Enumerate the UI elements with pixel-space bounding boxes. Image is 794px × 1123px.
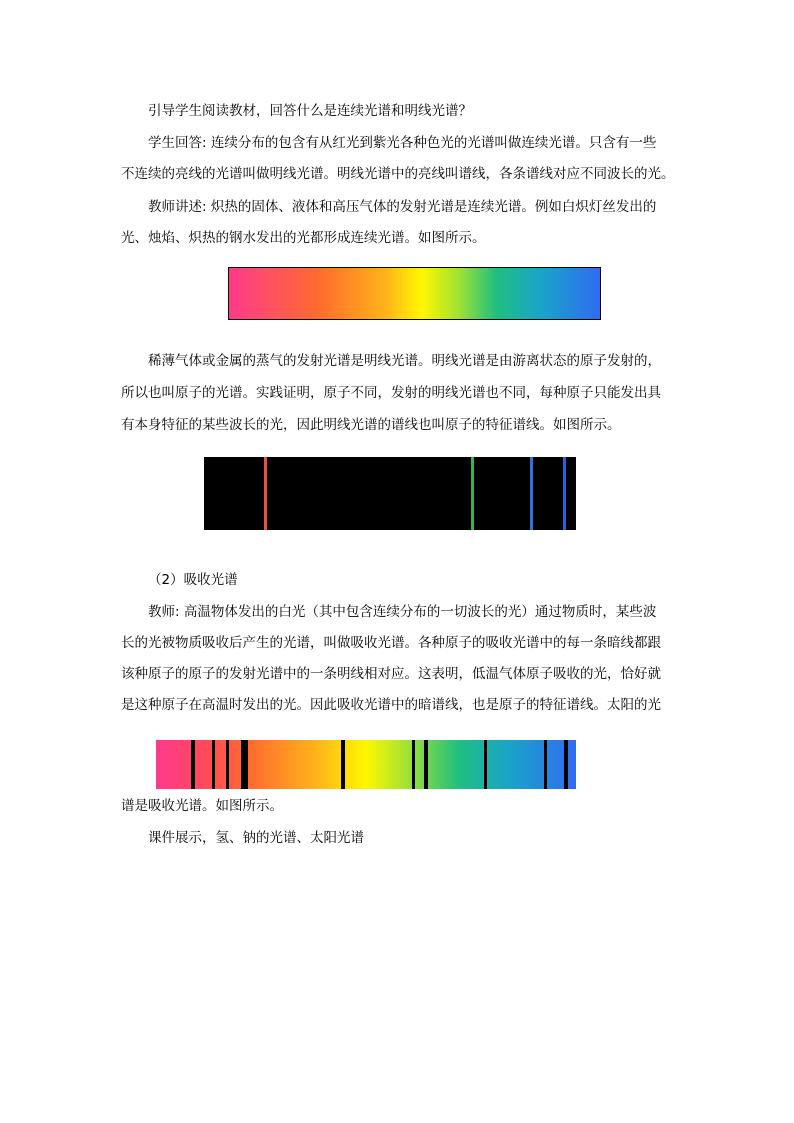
- paragraph-absorption-line-4: 是这种原子在高温时发出的光。因此吸收光谱中的暗谱线，也是原子的特征谱线。太阳的光: [121, 697, 661, 713]
- paragraph-bright-line-line-1: 稀薄气体或金属的蒸气的发射光谱是明线光谱。明线光谱是由游离状态的原子发射的，: [148, 353, 661, 369]
- emission-line-1: [264, 457, 267, 530]
- paragraph-courseware-display: 课件展示，氢、钠的光谱、太阳光谱: [148, 830, 364, 846]
- paragraph-reading-prompt: 引导学生阅读教材，回答什么是连续光谱和明线光谱？: [148, 103, 472, 119]
- absorption-line-9: [484, 740, 487, 789]
- absorption-line-2: [212, 740, 215, 789]
- absorption-line-11: [564, 740, 568, 789]
- paragraph-student-answer-line-1: 学生回答: 连续分布的包含有从红光到紫光各种色光的光谱叫做连续光谱。只含有一些: [148, 135, 657, 151]
- absorption-line-3: [226, 740, 229, 789]
- paragraph-teacher-explain-line-2: 光、烛焰、炽热的钢水发出的光都形成连续光谱。如图所示。: [121, 230, 486, 246]
- absorption-line-7: [412, 740, 415, 789]
- paragraph-bright-line-line-2: 所以也叫原子的光谱。实践证明，原子不同，发射的明线光谱也不同，每种原子只能发出具: [121, 385, 661, 401]
- section-heading-absorption: （2）吸收光谱: [148, 572, 238, 588]
- paragraph-absorption-line-1: 教师: 高温物体发出的白光（其中包含连续分布的一切波长的光）通过物质时，某些波: [148, 604, 657, 620]
- absorption-spectrum-figure: [156, 740, 576, 789]
- paragraph-absorption-line-3: 该种原子的原子的发射光谱中的一条明线相对应。这表明，低温气体原子吸收的光，恰好就: [121, 666, 661, 682]
- paragraph-sun-spectrum: 谱是吸收光谱。如图所示。: [121, 798, 283, 814]
- absorption-line-8: [424, 740, 428, 789]
- emission-line-2: [471, 457, 474, 530]
- paragraph-absorption-line-2: 长的光被物质吸收后产生的光谱，叫做吸收光谱。各种原子的吸收光谱中的每一条暗线都跟: [121, 635, 661, 651]
- emission-line-3: [530, 457, 533, 530]
- paragraph-teacher-explain-line-1: 教师讲述: 炽热的固体、液体和高压气体的发射光谱是连续光谱。例如白炽灯丝发出的: [148, 199, 657, 215]
- absorption-line-1: [191, 740, 195, 789]
- paragraph-bright-line-line-3: 有本身特征的某些波长的光，因此明线光谱的谱线也叫原子的特征谱线。如图所示。: [121, 417, 621, 433]
- continuous-spectrum-figure: [228, 267, 601, 320]
- absorption-line-6: [341, 740, 345, 789]
- paragraph-student-answer-line-2: 不连续的亮线的光谱叫做明线光谱。明线光谱中的亮线叫谱线，各条谱线对应不同波长的光。: [121, 166, 675, 182]
- absorption-line-5: [244, 740, 248, 789]
- emission-spectrum-figure: [204, 457, 576, 530]
- emission-line-4: [563, 457, 566, 530]
- absorption-line-10: [544, 740, 547, 789]
